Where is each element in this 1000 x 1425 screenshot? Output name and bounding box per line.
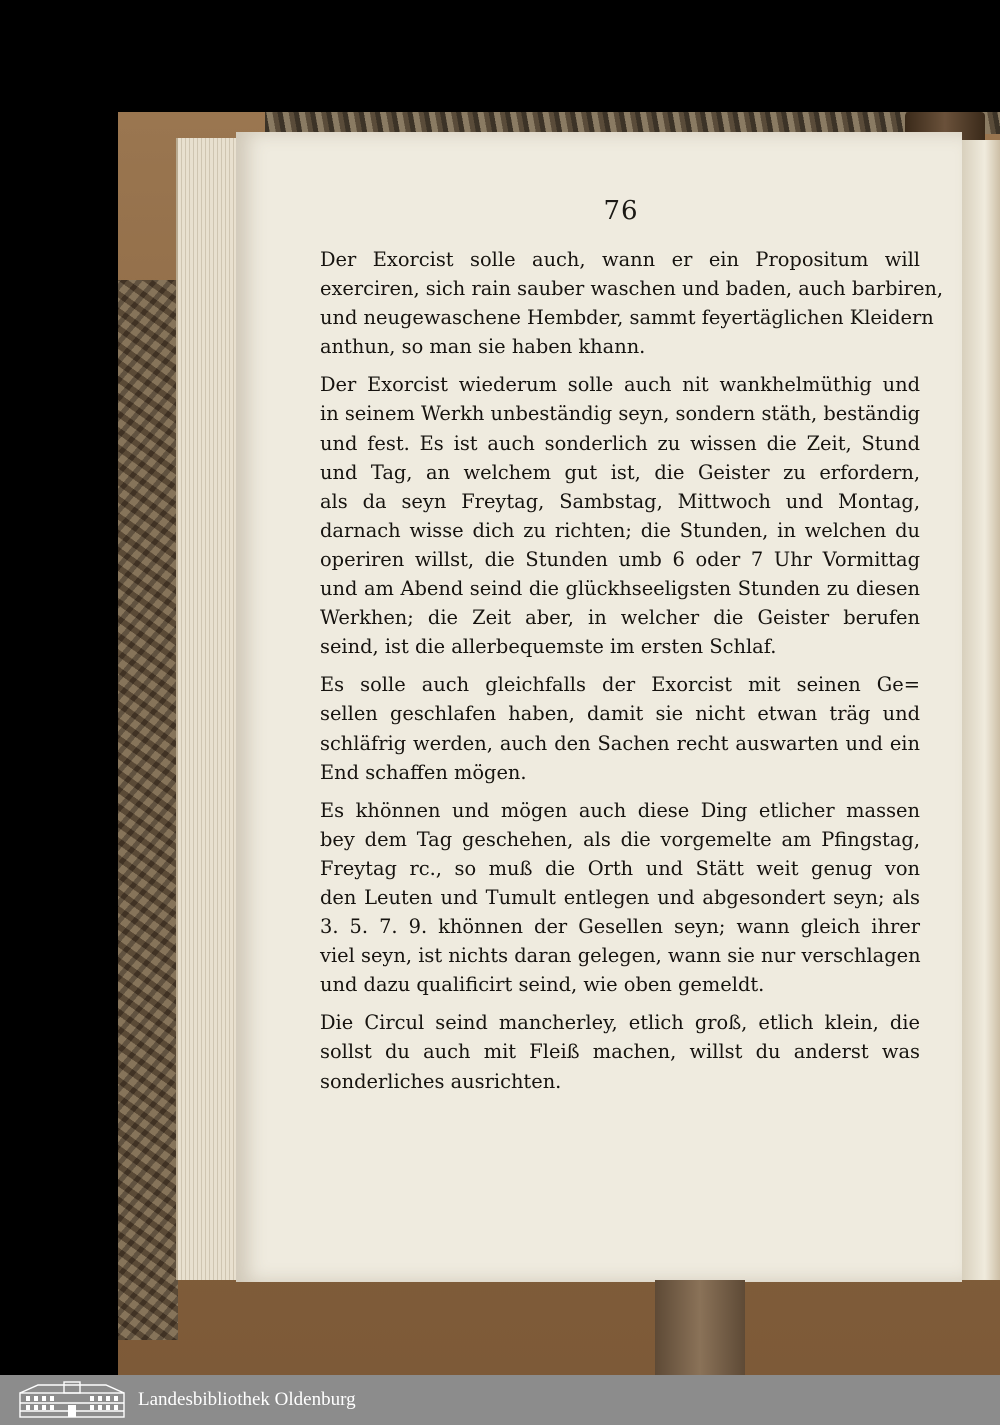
text-line: exerciren, sich rain sauber waschen und baden, auch barbiren, — [320, 277, 944, 301]
library-building-icon — [18, 1381, 126, 1419]
paragraph — [320, 796, 920, 1000]
text-line: als da seyn Freytag, Sambstag, Mittwoch und Montag, — [320, 489, 920, 513]
text-line: Werkhen; die Zeit aber, in welcher die Geister berufen — [320, 606, 920, 630]
text-line: End schaffen mögen. — [320, 760, 527, 784]
text-line: anthun, so man sie haben khann. — [320, 335, 646, 359]
text-line: in seinem Werkh unbeständig seyn, sondern stäth, beständig — [320, 402, 921, 426]
text-line: operiren willst, die Stunden umb 6 oder 7 Uhr Vormittag — [320, 547, 920, 571]
paragraph — [320, 370, 920, 661]
text-line: Es solle auch gleichfalls der Exorcist mit seinen Ge= — [320, 673, 920, 697]
text-line: 3. 5. 7. 9. khönnen der Gesellen seyn; wann gleich ihrer — [320, 915, 920, 939]
text-line: bey dem Tag geschehen, als die vorgemelte am Pfingstag, — [320, 827, 920, 851]
text-line: sonderliches ausrichten. — [320, 1069, 562, 1093]
text-line: und fest. Es ist auch sonderlich zu wissen die Zeit, Stund — [320, 431, 920, 455]
text-line: und Tag, an welchem gut ist, die Geister zu erfordern, — [320, 460, 920, 484]
text-line: sollst du auch mit Fleiß machen, willst du anderst was — [320, 1040, 920, 1064]
text-line: und am Abend seind die glückhseeligsten Stunden zu diesen — [320, 577, 920, 601]
facing-page-edge — [962, 140, 1000, 1280]
marbled-edge-top — [265, 112, 1000, 134]
text-line: Der Exorcist wiederum solle auch nit wankhelmüthig und — [320, 373, 920, 397]
marbled-endpaper — [118, 280, 178, 1340]
text-line: sellen geschlafen haben, damit sie nicht etwan träg und — [320, 702, 920, 726]
paragraph — [320, 670, 920, 786]
paragraph — [320, 245, 944, 361]
text-line: den Leuten und Tumult entlegen und abgesondert seyn; als — [320, 885, 920, 909]
text-line: und neugewaschene Hembder, sammt feyertäglichen Kleidern — [320, 306, 934, 330]
text-line: Der Exorcist solle auch, wann er ein Propositum will — [320, 248, 920, 271]
text-line: seind, ist die allerbequemste im ersten Schlaf. — [320, 635, 777, 659]
text-line: Freytag rc., so muß die Orth und Stätt weit genug von — [320, 856, 920, 880]
text-line: und dazu qualificirt seind, wie oben gemeldt. — [320, 973, 765, 997]
text-line: darnach wisse dich zu richten; die Stunden, in welchen du — [320, 518, 920, 542]
paragraph — [320, 1008, 920, 1095]
text-line: schläfrig werden, auch den Sachen recht auswarten und ein — [320, 731, 920, 755]
bookmark-ribbon — [655, 1280, 745, 1375]
text-line: Es khönnen und mögen auch diese Ding etlicher massen — [320, 798, 920, 822]
text-line: viel seyn, ist nichts daran gelegen, wann sie nur verschlagen — [320, 944, 921, 968]
page-number: 76 — [603, 196, 639, 226]
page-text — [320, 245, 944, 1105]
text-line: Die Circul seind mancherley, etlich groß, etlich klein, die — [320, 1011, 920, 1035]
library-name: Landesbibliothek Oldenburg — [138, 1389, 356, 1410]
footer-bar — [0, 1375, 1000, 1425]
